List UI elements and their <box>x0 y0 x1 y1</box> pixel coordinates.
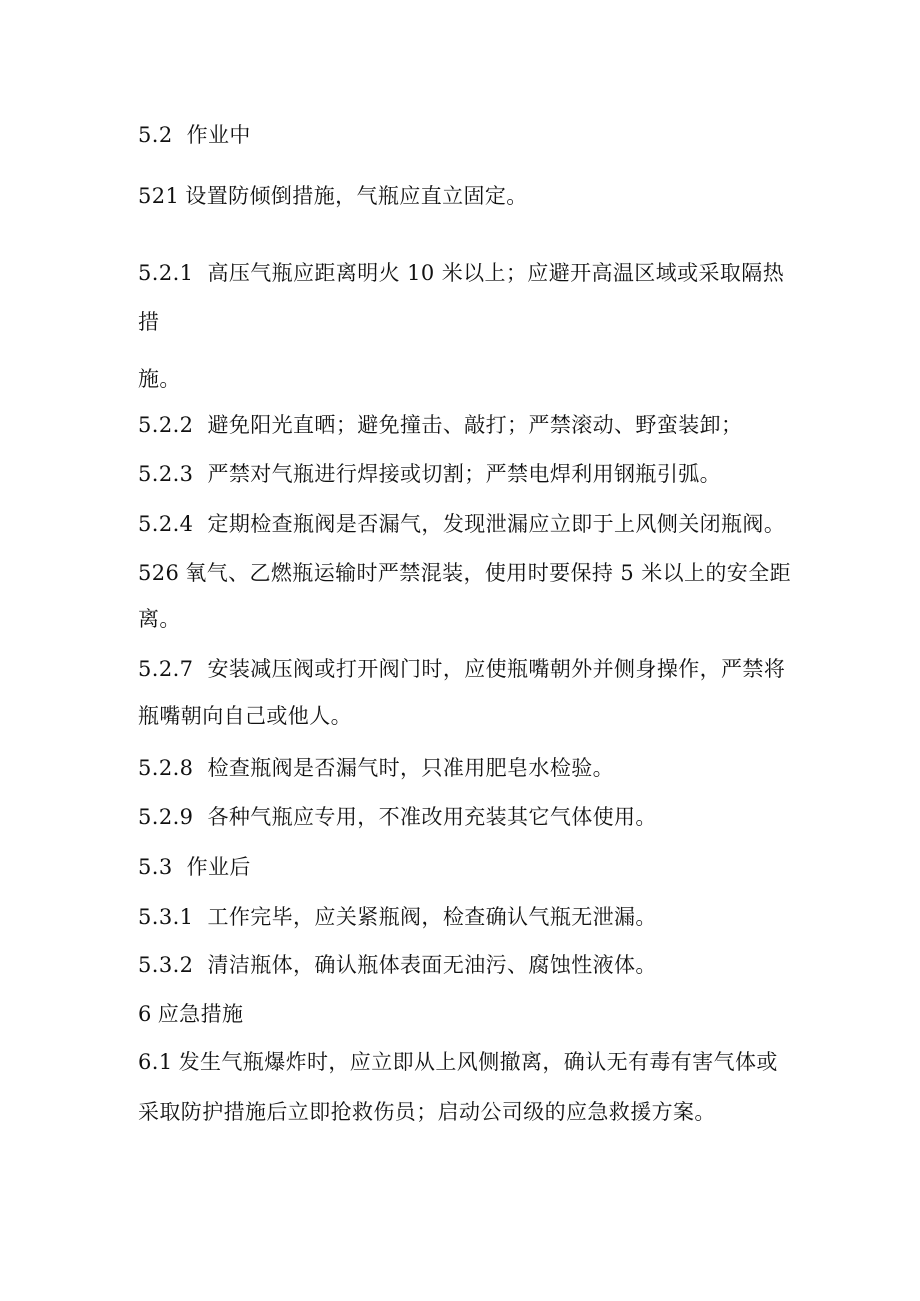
clause-number: 5.2.8 <box>138 756 194 780</box>
clause-text: 施。 <box>138 367 181 391</box>
clause-continuation <box>138 702 352 730</box>
clause-number: 521 <box>138 184 180 208</box>
clause-line <box>138 754 614 782</box>
section-number: 5.3 <box>138 855 173 879</box>
clause-text: 瓶嘴朝向自己或他人。 <box>138 704 352 728</box>
clause-number: 5.3.2 <box>138 953 194 977</box>
clause-line <box>138 510 785 538</box>
clause-text: 氧气、乙燃瓶运输时严禁混装，使用时要保持 5 米以上的安全距 <box>185 561 792 585</box>
clause-text: 清洁瓶体，确认瓶体表面无油污、腐蚀性液体。 <box>207 953 657 977</box>
clause-text: 严禁对气瓶进行焊接或切割；严禁电焊利用钢瓶引弧。 <box>207 462 722 486</box>
section-heading <box>138 853 251 881</box>
clause-number: 5.2.1 <box>138 261 194 285</box>
section-title: 应急措施 <box>157 1002 244 1026</box>
clause-continuation <box>138 1098 716 1126</box>
clause-number: 5.2.9 <box>138 805 194 829</box>
clause-line <box>138 903 657 931</box>
section-title: 作业中 <box>186 123 251 147</box>
clause-continuation <box>138 365 181 393</box>
clause-text: 措 <box>138 310 160 334</box>
section-title: 作业后 <box>186 855 251 879</box>
clause-number: 5.3.1 <box>138 905 194 929</box>
section-heading <box>138 121 251 149</box>
clause-text: 各种气瓶应专用，不准改用充装其它气体使用。 <box>207 805 657 829</box>
clause-number: 5.2.2 <box>138 413 194 437</box>
clause-text: 工作完毕，应关紧瓶阀，检查确认气瓶无泄漏。 <box>207 905 657 929</box>
clause-line <box>138 655 785 683</box>
clause-line <box>138 182 528 210</box>
clause-number: 5.2.4 <box>138 512 194 536</box>
clause-number: 6.1 <box>138 1050 173 1074</box>
clause-line <box>138 259 784 287</box>
clause-text: 避免阳光直晒；避免撞击、敲打；严禁滚动、野蛮装卸； <box>207 413 743 437</box>
clause-line <box>138 803 657 831</box>
clause-text: 离。 <box>138 607 181 631</box>
clause-text: 发生气瓶爆炸时，应立即从上风侧撤离，确认无有毒有害气体或 <box>178 1050 778 1074</box>
clause-text: 检查瓶阀是否漏气时，只准用肥皂水检验。 <box>207 756 615 780</box>
clause-continuation <box>138 308 159 336</box>
clause-text: 定期检查瓶阀是否漏气，发现泄漏应立即于上风侧关闭瓶阀。 <box>207 512 786 536</box>
clause-text: 高压气瓶应距离明火 10 米以上；应避开高温区域或采取隔热 <box>207 261 785 285</box>
section-number: 5.2 <box>138 123 173 147</box>
clause-number: 526 <box>138 561 180 585</box>
clause-line <box>138 1048 778 1076</box>
clause-text: 设置防倾倒措施，气瓶应直立固定。 <box>185 184 528 208</box>
clause-number: 5.2.3 <box>138 462 194 486</box>
section-heading <box>138 1000 243 1028</box>
clause-continuation <box>138 605 181 633</box>
clause-line <box>138 559 791 587</box>
clause-text: 采取防护措施后立即抢救伤员；启动公司级的应急救援方案。 <box>138 1100 716 1124</box>
section-number: 6 <box>138 1002 152 1026</box>
clause-line <box>138 411 742 439</box>
clause-line <box>138 951 657 979</box>
clause-number: 5.2.7 <box>138 657 194 681</box>
clause-text: 安装减压阀或打开阀门时，应使瓶嘴朝外并侧身操作，严禁将 <box>207 657 786 681</box>
clause-line <box>138 460 721 488</box>
